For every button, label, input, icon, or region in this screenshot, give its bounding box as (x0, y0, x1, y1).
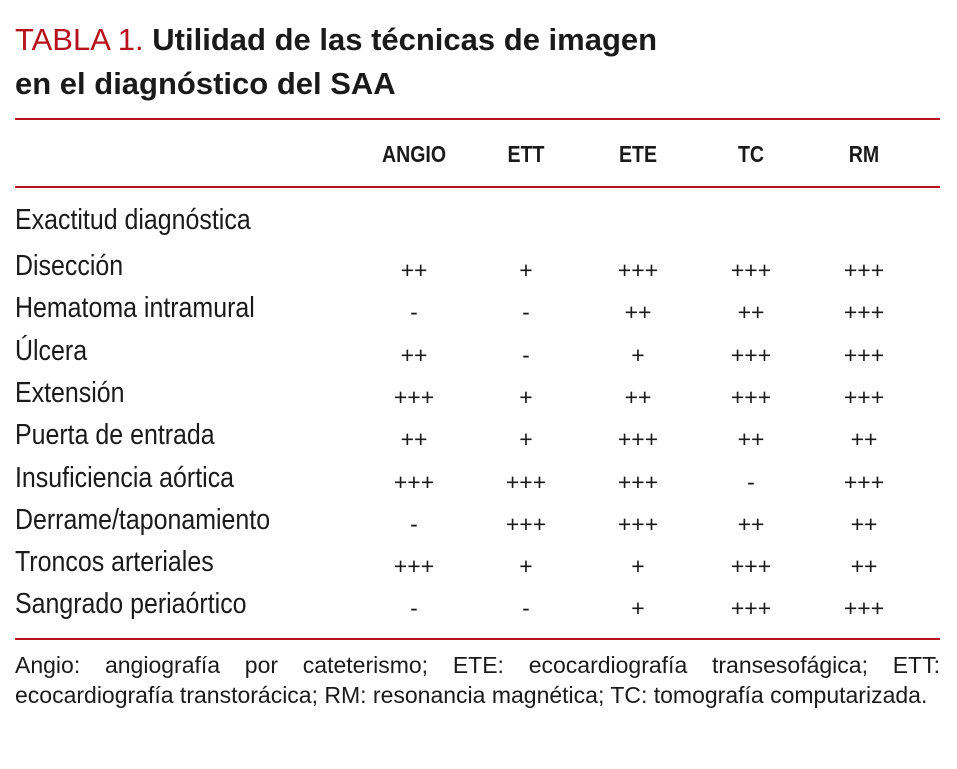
table-row (0, 375, 957, 417)
table-row (0, 417, 957, 459)
table-cell: +++ (617, 426, 659, 453)
column-header-rm: RM (848, 141, 880, 167)
table-row (0, 502, 957, 544)
table-cell: +++ (843, 383, 885, 410)
table-cell: - (522, 341, 530, 368)
table-cell: +++ (730, 341, 772, 368)
table-cell: ++ (737, 510, 765, 537)
table-cell: ++ (400, 341, 428, 368)
table-cell: +++ (617, 468, 659, 495)
row-label: Extensión (15, 376, 125, 409)
column-header-ete: ETE (618, 141, 658, 167)
table-cell: ++ (850, 510, 878, 537)
row-label: Sangrado periaórtico (15, 588, 247, 621)
table-cell: ++ (624, 383, 652, 410)
table-cell: + (631, 341, 645, 368)
table-cell: - (522, 299, 530, 326)
table-row (0, 544, 957, 586)
table-row (0, 290, 957, 332)
table-cell: + (519, 383, 533, 410)
row-label: Úlcera (15, 334, 88, 367)
row-label: Puerta de entrada (15, 419, 215, 452)
table-title-line1: Utilidad de las técnicas de imagen (152, 22, 658, 57)
column-header-angio: ANGIO (381, 141, 447, 167)
table-footnote: Angio: angiografía por cateterismo; ETE: ecocardiografía transesofágica; ETT: ecocardiografía transtorácica; RM: resonancia magnética; TC: tomografía computarizada. (15, 652, 940, 708)
table-cell: +++ (843, 257, 885, 283)
table-cell: +++ (730, 257, 772, 283)
top-rule (15, 118, 940, 120)
table-cell: +++ (505, 510, 547, 537)
table-cell: - (410, 595, 418, 622)
table-row (0, 333, 957, 375)
table-cell: ++ (737, 299, 765, 326)
table-cell: + (631, 553, 645, 580)
table-cell: +++ (843, 341, 885, 368)
table-cell: +++ (730, 553, 772, 580)
row-label: Troncos arteriales (15, 546, 214, 579)
table-cell: ++ (850, 553, 878, 580)
header-rule (15, 186, 940, 188)
table-cell: + (519, 426, 533, 453)
row-label: Derrame/taponamiento (15, 503, 271, 536)
table-cell: + (631, 595, 645, 622)
table-cell: +++ (617, 257, 659, 283)
table-cell: +++ (730, 595, 772, 622)
table-cell: +++ (730, 383, 772, 410)
row-label: Disección (15, 250, 124, 282)
bottom-rule (15, 638, 940, 640)
table-cell: ++ (400, 257, 428, 283)
table-row (0, 460, 957, 502)
table-cell: + (519, 553, 533, 580)
table-title (15, 18, 945, 106)
table-number: TABLA 1. (15, 22, 144, 57)
row-label: Insuficiencia aórtica (15, 461, 235, 494)
table-cell: +++ (393, 468, 435, 495)
table-cell: - (747, 468, 755, 495)
table-row (0, 586, 957, 628)
table-cell: ++ (400, 426, 428, 453)
row-label: Hematoma intramural (15, 292, 255, 325)
table-cell: +++ (617, 510, 659, 537)
table-cell: ++ (624, 299, 652, 326)
section-label: Exactitud diagnóstica (15, 204, 251, 236)
table-cell: +++ (843, 468, 885, 495)
table-cell: + (519, 257, 533, 283)
column-header-ett: ETT (507, 141, 545, 167)
table-cell: ++ (737, 426, 765, 453)
table-title-line2: en el diagnóstico del SAA (15, 66, 396, 101)
table-row (0, 248, 957, 290)
table-cell: +++ (393, 553, 435, 580)
table-cell: +++ (505, 468, 547, 495)
column-header-tc: TC (737, 141, 765, 167)
table-cell: +++ (843, 299, 885, 326)
table-cell: ++ (850, 426, 878, 453)
table-cell: - (522, 595, 530, 622)
table-cell: +++ (393, 383, 435, 410)
table-cell: - (410, 510, 418, 537)
table-cell: +++ (843, 595, 885, 622)
table-cell: - (410, 299, 418, 326)
